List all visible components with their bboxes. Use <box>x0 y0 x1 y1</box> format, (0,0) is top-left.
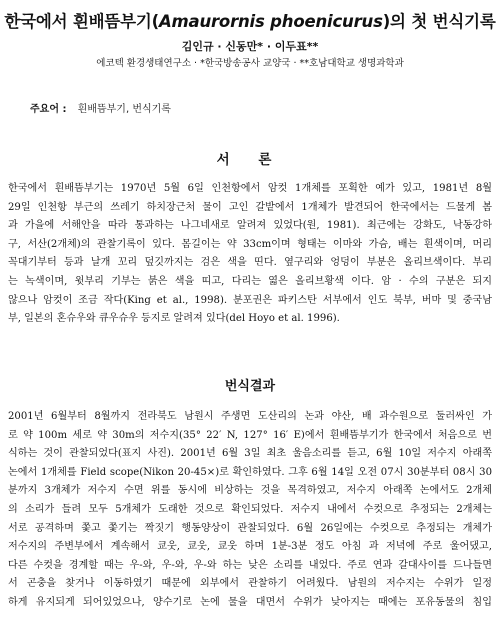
text-line: 논에서 1개체를 Field scope(Nikon 20-45×)로 확인하였다. 그후 6월 14일 오전 07시 30분부터 08시 30 <box>8 466 492 478</box>
text-line: 로 약 100m 세로 약 30m의 저수지(35° 22′ N, 127° 16′ E)에서 흰배뜸부기가 한국에서 처음으로 번 <box>8 429 492 441</box>
text-line: 꼭대기부터 등과 날개 꼬리 덮깃까지는 검은 색을 띤다. 옆구리와 엉덩이 부분은 올리브색이다. 부리 <box>8 257 492 269</box>
title-scientific-name: Amaurornis phoenicurus <box>158 12 383 31</box>
keywords-items: 흰배뜸부기, 번식기록 <box>77 104 171 115</box>
text-line: 는 녹색이며, 윗부리 기부는 붉은 색을 띠고, 다리는 엷은 올리브황색 이다. 암 · 수의 구분은 되지 <box>8 275 492 287</box>
author-list: 김인규 · 신동만* · 이두표** <box>181 40 319 53</box>
text-line: 부, 일본의 혼슈우와 큐우슈우 등지로 알려져 있다(del Hoyo et al. 1996). <box>8 313 340 325</box>
title-prefix: 한국에서 흰배뜸부기( <box>4 12 159 31</box>
text-line: 서로 공격하며 쫓고 쫓기는 짝짓기 행동양상이 관찰되었다. 6월 26일에는 수컷으로 추정되는 개체가 <box>8 522 492 534</box>
introduction-paragraph <box>8 180 492 329</box>
paper-title <box>0 8 500 32</box>
text-line: 한국에서 흰배뜸부기는 1970년 5월 6일 인천항에서 암컷 1개체를 포획한 예가 있고, 1981년 8월 <box>8 183 492 194</box>
text-line: 하게 유지되게 되어있었으나, 양수기로 논에 물을 대면서 수위가 낮아지는 때에는 포유동물의 침입 <box>8 596 492 608</box>
section-heading-results: 번식결과 <box>224 379 276 394</box>
text-line: 저수지의 주변부에서 계속해서 쿄웃, 쿄웃, 쿄웃 하며 1분-3분 정도 아침 과 저녁에 주로 울어댔고, <box>8 541 492 553</box>
text-line: 않으나 암컷이 조금 작다(King et al., 1998). 분포권은 파키스탄 서부에서 인도 북부, 버마 및 중국남 <box>8 294 492 306</box>
text-line: 과 가을에 서해안을 따라 통과하는 나그네새로 알려져 있었다(원, 1981). 최근에는 강화도, 낙동강하 <box>8 220 492 232</box>
affiliation-list: 에코텍 환경생태연구소 · *한국방송공사 교양국 · **호남대학교 생명과학과 <box>96 58 404 69</box>
section-heading-introduction: 서 론 <box>216 152 284 168</box>
keywords-label: 주요어 : <box>30 104 67 115</box>
text-line: 2001년 6월부터 8월까지 전라북도 남원시 주생면 도산리의 논과 야산, 배 과수원으로 둘러싸인 가 <box>8 411 492 422</box>
title-suffix: )의 첫 번식기록 <box>382 12 496 31</box>
text-line: 구, 서산(2개체)의 관찰기록이 있다. 몸길이는 약 33cm이며 형태는 이마와 가슴, 배는 흰색이며, 머리 <box>8 238 492 250</box>
text-line: 의 소리가 들려 모두 5개체가 도래한 것으로 확인되었다. 저수지 내에서 수컷으로 추정되는 2개체는 <box>8 503 492 515</box>
keywords <box>30 100 171 115</box>
results-paragraph <box>8 408 492 613</box>
text-line: 서 곤충을 찾거나 이동하였기 때문에 외부에서 관찰하기 어려웠다. 남원의 저수지는 수위가 일정 <box>8 578 492 590</box>
text-line: 다른 수컷을 경계할 때는 우-와, 우-와, 우-와 하는 낮은 소리를 내었다. 주로 연과 갈대사이를 드나들면 <box>8 559 492 571</box>
text-line: 분까지 3개체가 저수지 수면 위를 동시에 비상하는 것을 목격하였고, 저수지 아래쪽 논에서도 2개체 <box>8 485 492 497</box>
text-line: 식하는 것이 관찰되었다(표지 사진). 2001년 6월 3일 최초 울음소리를 듣고, 6월 10일 저수지 아래쪽 <box>8 448 492 460</box>
text-line: 29일 인천항 부근의 쓰레기 하치장근처 물이 고인 갈밭에서 1개체가 발견되어 한국에서는 드물게 봄 <box>8 201 492 213</box>
